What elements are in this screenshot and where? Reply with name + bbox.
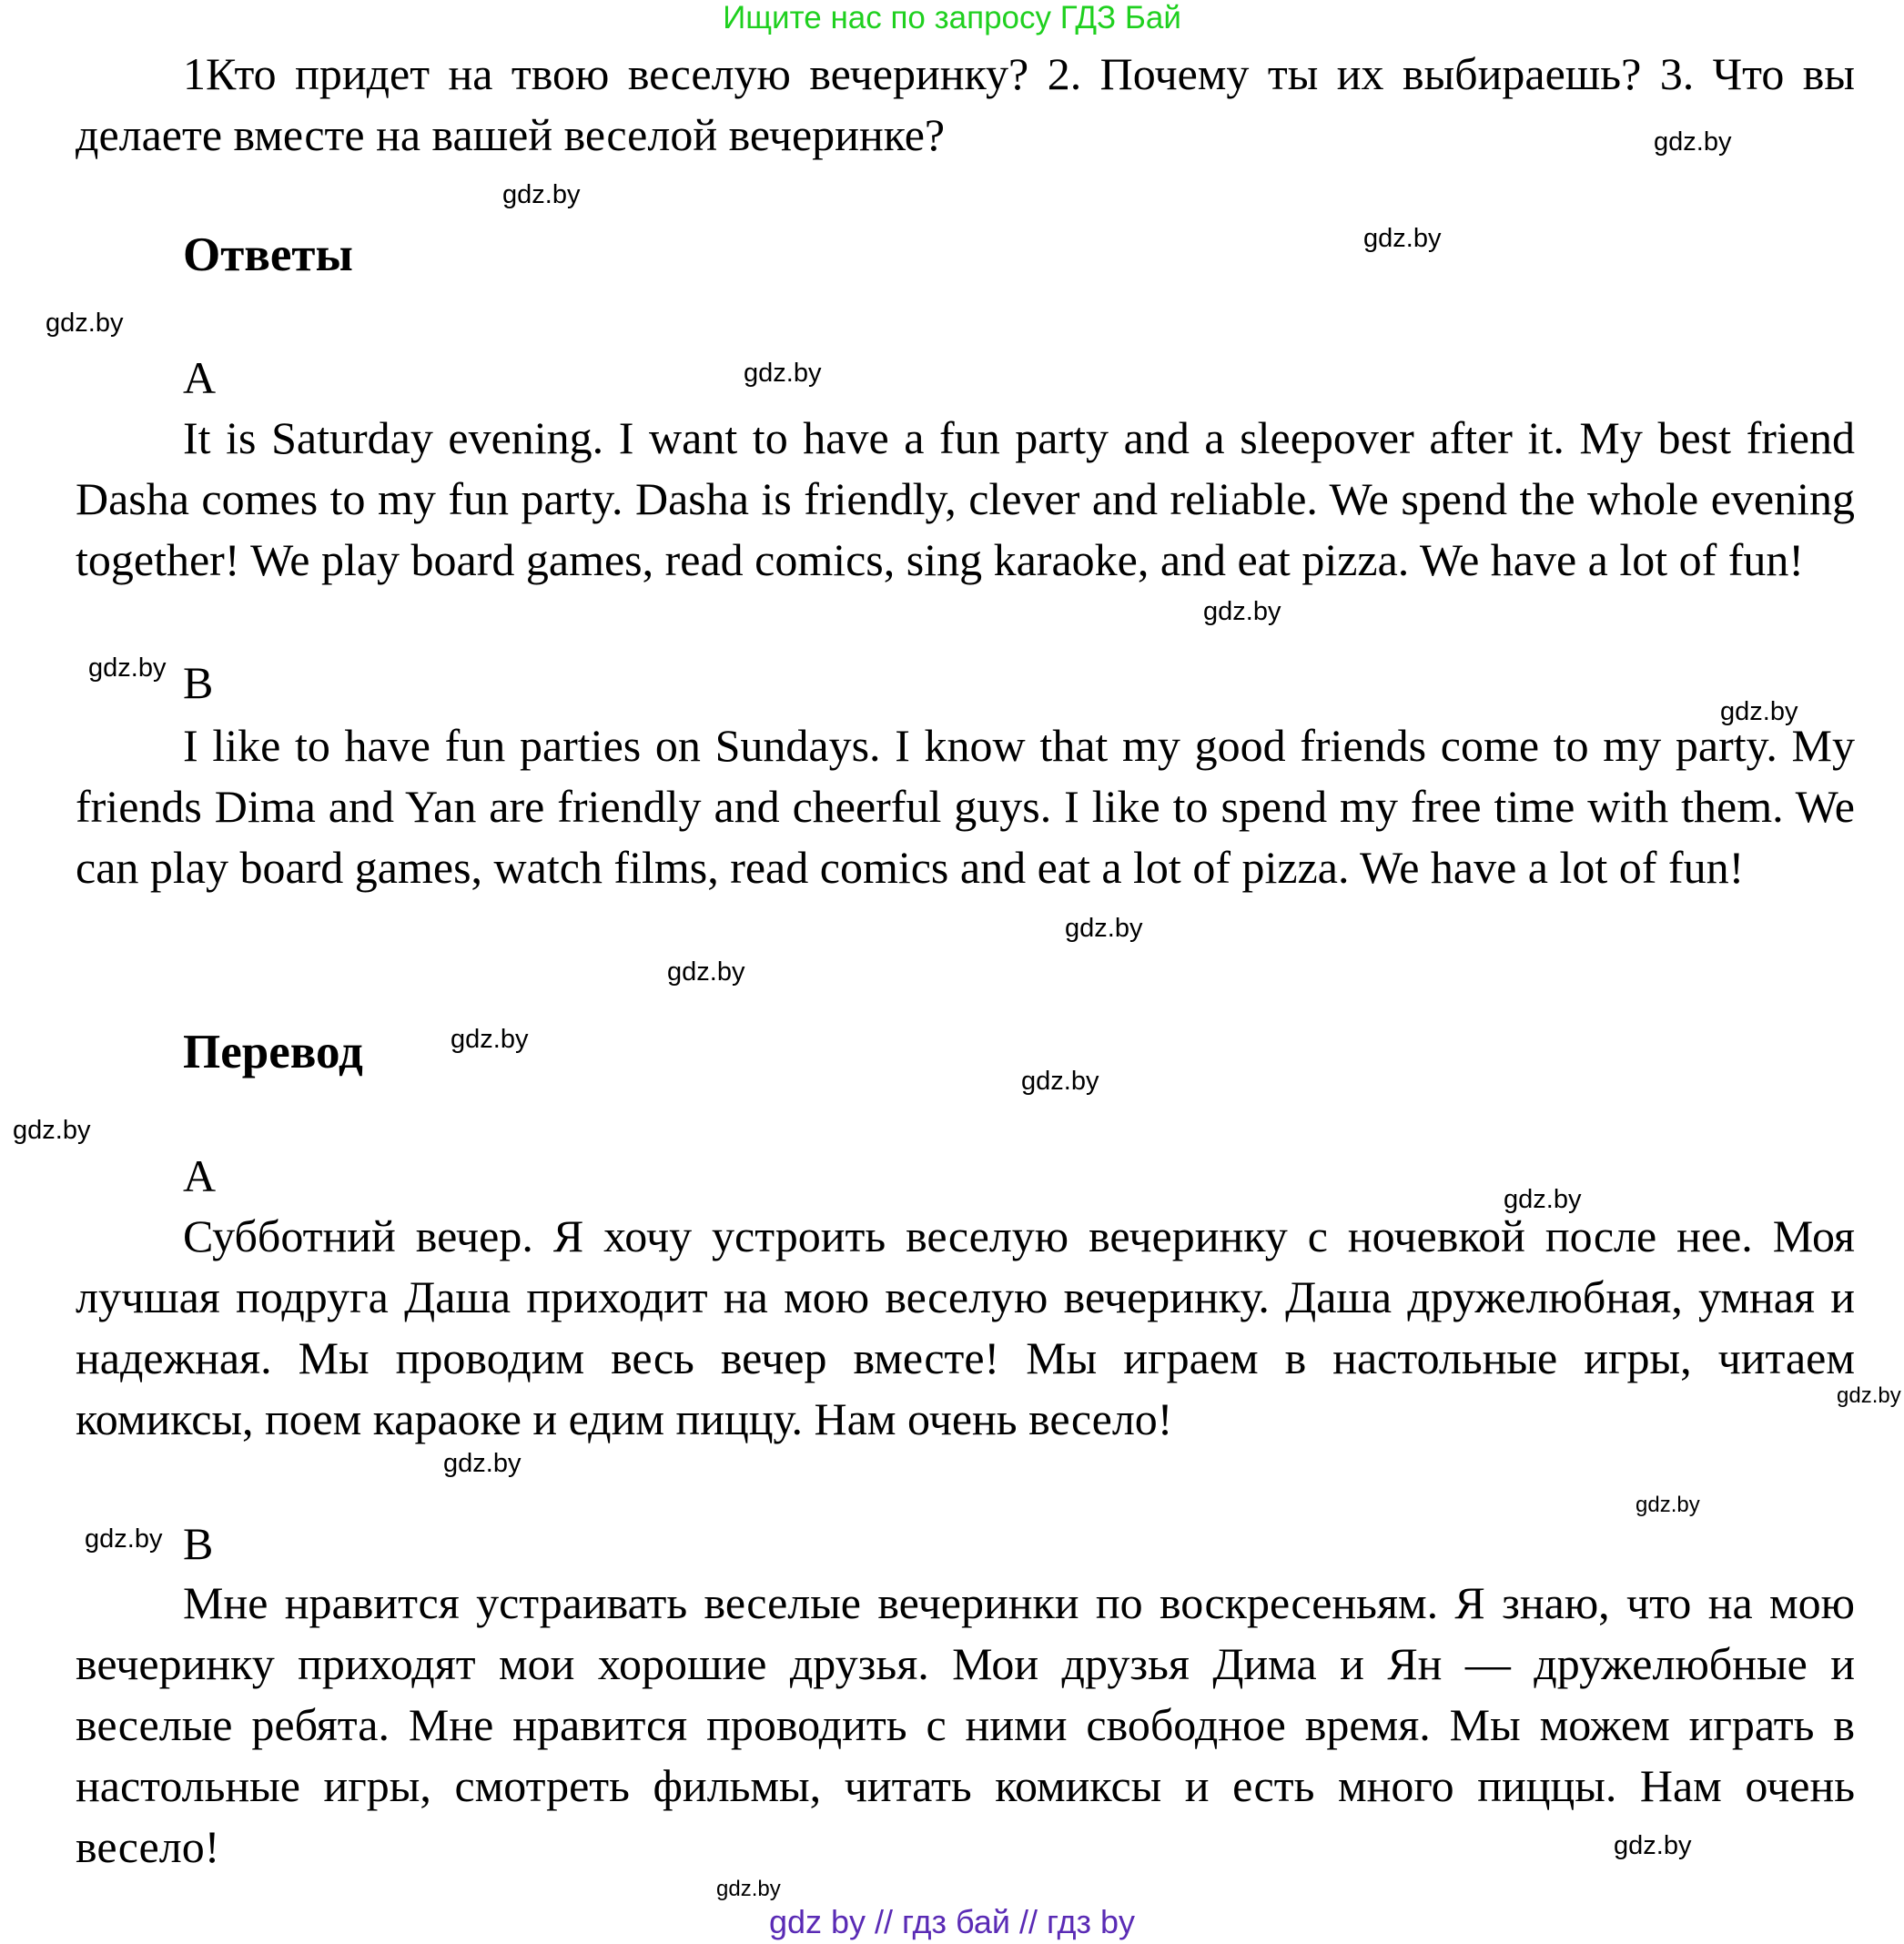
answer-a-label: A	[183, 352, 217, 403]
translation-b-paragraph	[76, 1573, 1855, 1878]
translation-a-text: Субботний вечер. Я хочу устроить веселую вечеринку с ночевкой после нее. Моя лучшая подруга Даша приходит на мою веселую вечеринку. Даша дружелюбная, умная и надежная. Мы проводим весь вечер вместе! Мы играем в настольные игры, читаем комиксы, поем караоке и едим пиццу. Нам очень весело!	[76, 1210, 1855, 1444]
watermark: gdz.by	[1614, 1831, 1692, 1860]
answer-b-text: I like to have fun parties on Sundays. I know that my good friends come to my party. My friends Dima and Yan are friendly and cheerful guys. I like to spend my free time with them. We can play board games, watch films, read comics and eat a lot of pizza. We have a lot of fun!	[76, 720, 1855, 893]
watermark: gdz.by	[1636, 1493, 1700, 1517]
translation-b-label: B	[183, 1518, 214, 1569]
translation-heading: Перевод	[183, 1026, 363, 1078]
watermark: gdz.by	[1720, 697, 1798, 726]
watermark: gdz.by	[1504, 1185, 1582, 1214]
watermark: gdz.by	[502, 180, 581, 209]
watermark: gdz.by	[46, 309, 124, 338]
watermark: gdz.by	[744, 359, 822, 388]
watermark: gdz.by	[85, 1524, 163, 1554]
watermark: gdz.by	[443, 1449, 522, 1478]
watermark: gdz.by	[13, 1116, 91, 1145]
watermark: gdz.by	[88, 653, 167, 683]
answer-a-text: It is Saturday evening. I want to have a fun party and a sleepover after it. My best friend Dasha comes to my fun party. Dasha is friendly, clever and reliable. We spend the whole evening together! We play board games, read comics, sing karaoke, and eat pizza. We have a lot of fun!	[76, 412, 1855, 585]
watermark: gdz.by	[1203, 597, 1281, 626]
answer-b-paragraph	[76, 715, 1855, 898]
translation-b-text: Мне нравится устраивать веселые вечеринки по воскресеньям. Я знаю, что на мою вечеринку приходят мои хорошие друзья. Мои друзья Дима и Ян — дружелюбные и веселые ребята. Мне нравится проводить с ними свободное время. Мы можем играть в настольные игры, смотреть фильмы, читать комиксы и есть много пиццы. Нам очень весело!	[76, 1577, 1855, 1872]
questions-paragraph	[76, 44, 1855, 166]
answer-a-paragraph	[76, 408, 1855, 591]
footer-links: gdz by // гдз бай // гдз by	[768, 1903, 1136, 1940]
translation-a-label: A	[183, 1150, 217, 1201]
answer-b-label: B	[183, 657, 214, 708]
answers-heading: Ответы	[183, 228, 353, 281]
watermark: gdz.by	[667, 957, 745, 987]
search-banner: Ищите нас по запросу ГДЗ Бай	[723, 0, 1181, 35]
translation-a-paragraph	[76, 1206, 1855, 1450]
watermark: gdz.by	[1837, 1383, 1901, 1408]
questions-text: 1Кто придет на твою веселую вечеринку? 2. Почему ты их выбираешь? 3. Что вы делаете вместе на вашей веселой вечеринке?	[76, 48, 1855, 160]
watermark: gdz.by	[1021, 1067, 1099, 1096]
watermark: gdz.by	[1065, 914, 1143, 943]
watermark: gdz.by	[1363, 224, 1442, 253]
watermark: gdz.by	[716, 1877, 781, 1901]
watermark: gdz.by	[1654, 127, 1732, 157]
watermark: gdz.by	[451, 1025, 529, 1054]
